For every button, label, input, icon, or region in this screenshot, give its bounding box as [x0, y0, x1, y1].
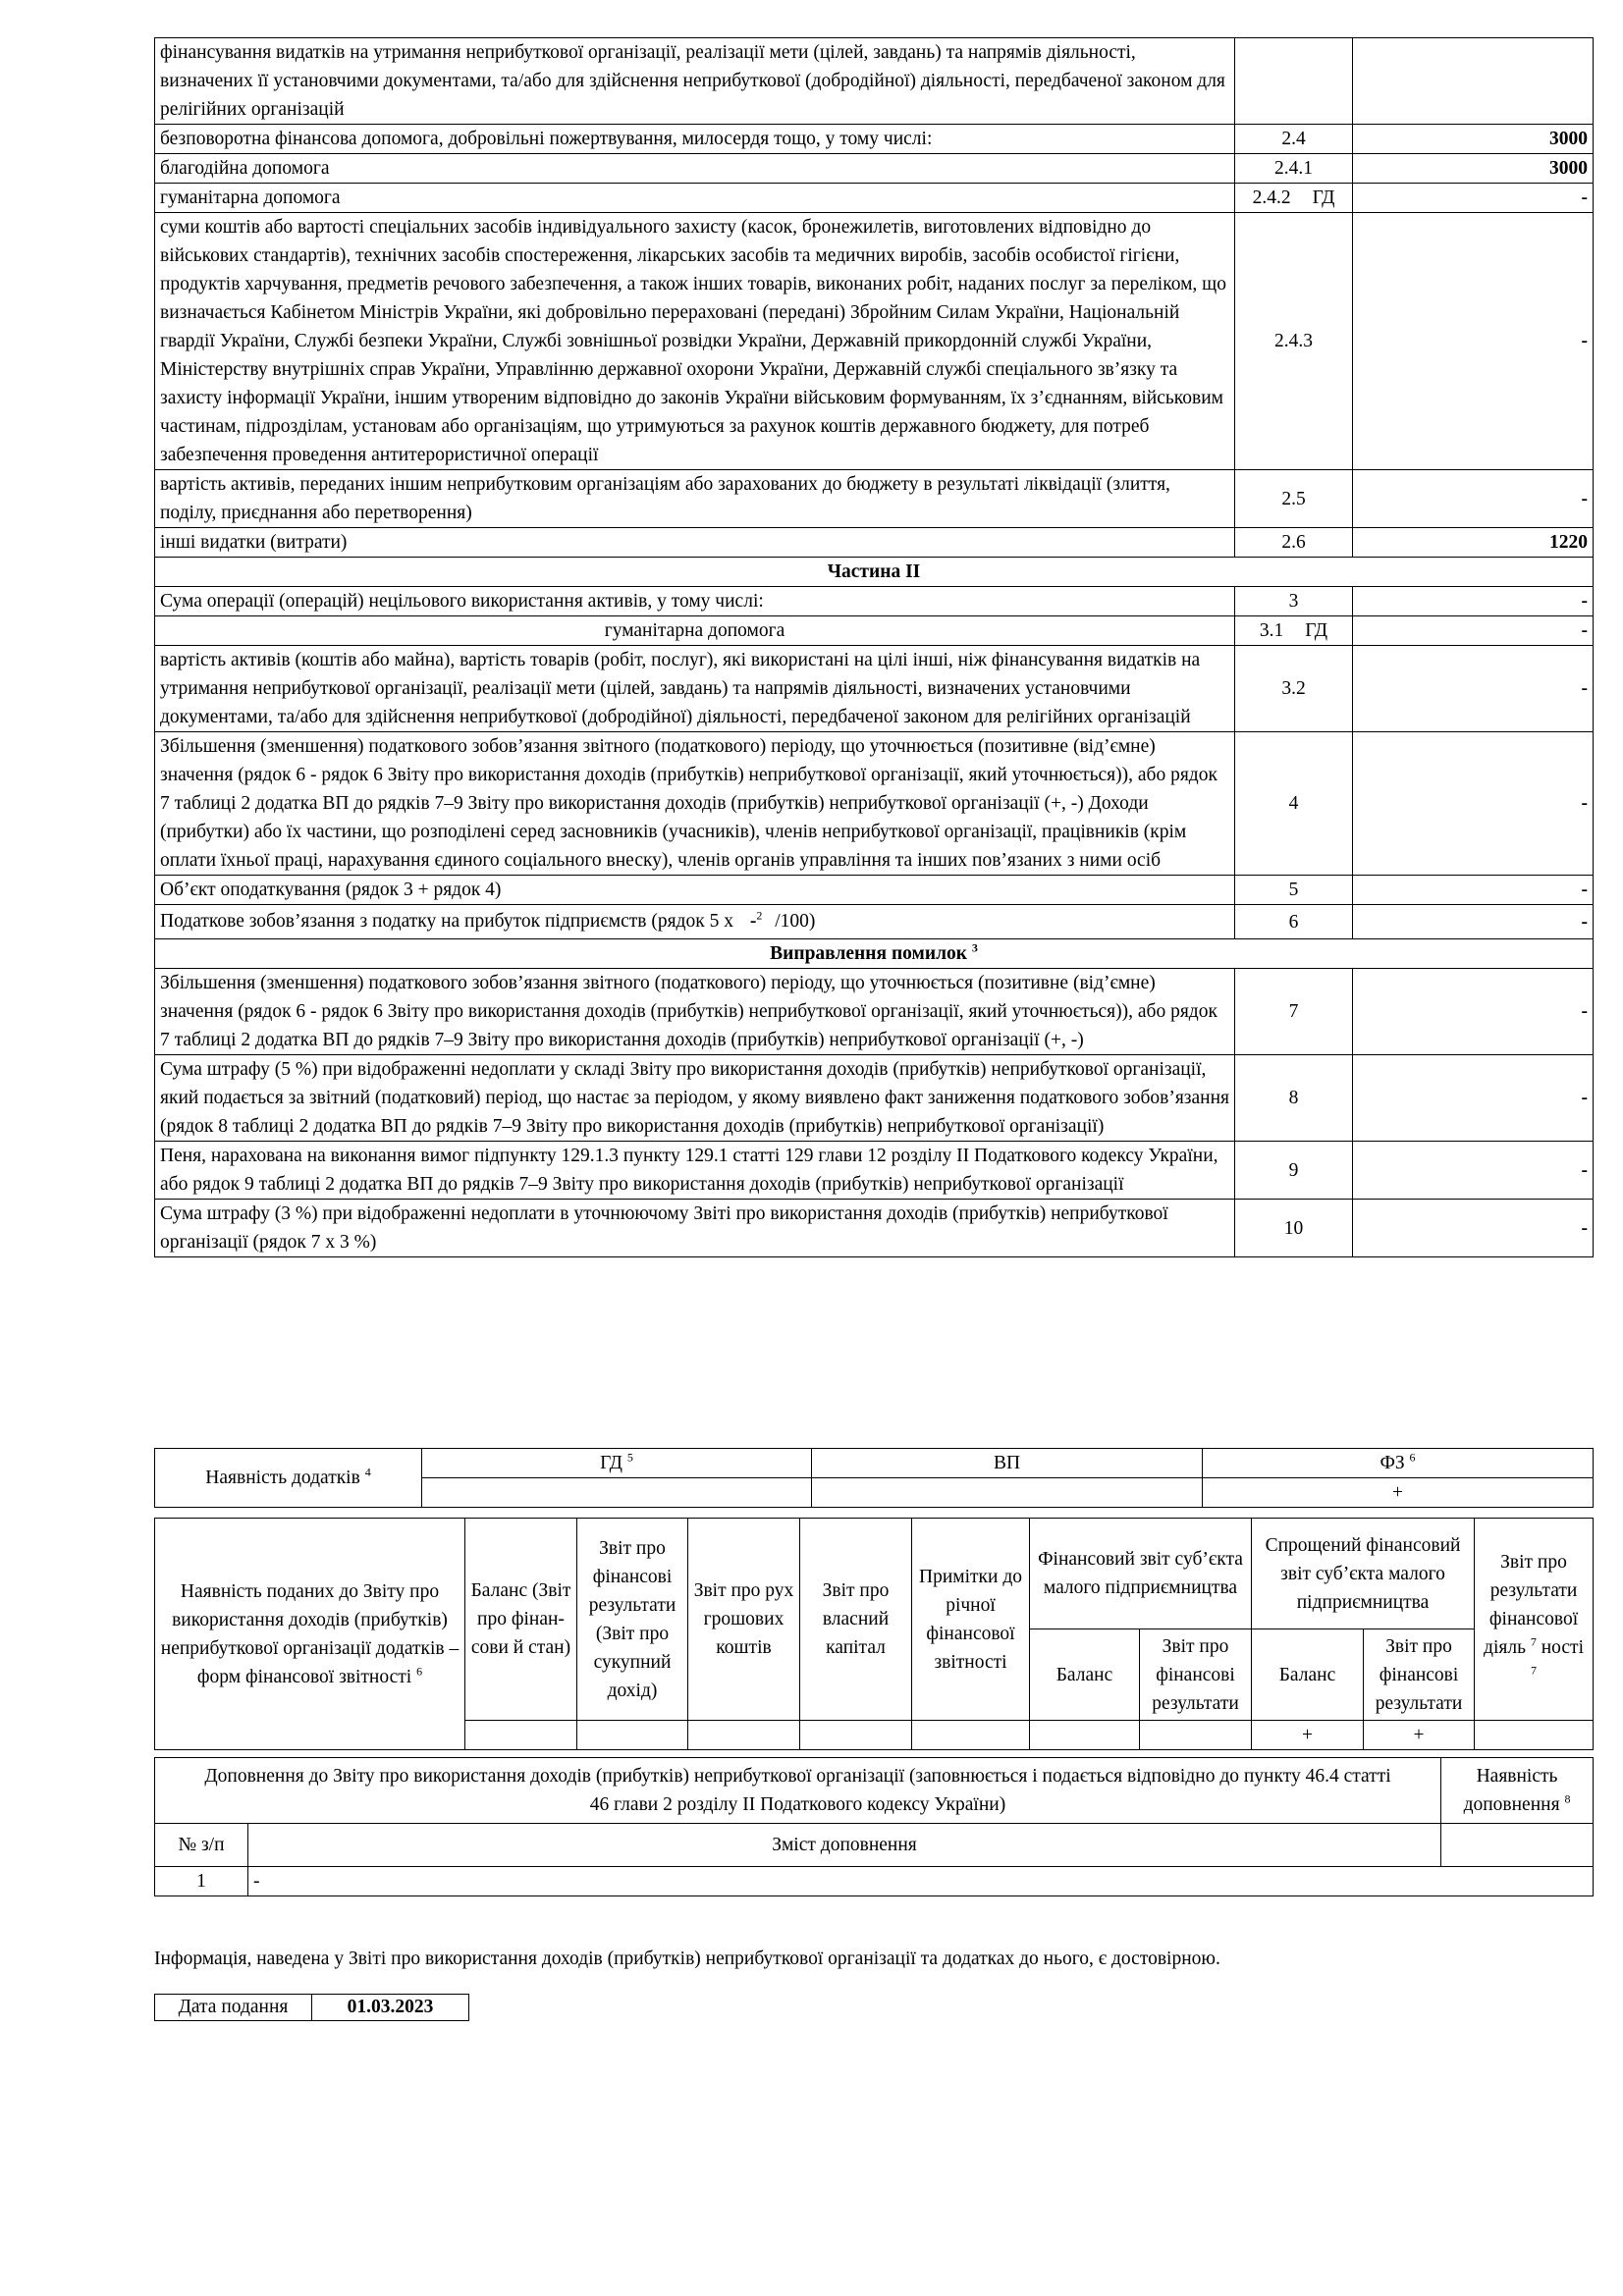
row-code: 6 — [1235, 905, 1353, 939]
small-business-group: Фінансовий звіт суб’єкта малого підприємництва — [1030, 1519, 1252, 1629]
value-cell — [1140, 1721, 1252, 1750]
row-text: Сума операції (операцій) нецільового використання активів, у тому числі: — [155, 587, 1235, 616]
row-code: 2.4 — [1235, 125, 1353, 154]
row-text: безповоротна фінансова допомога, добровільні пожертвування, милосердя тощо, у тому числі: — [155, 125, 1235, 154]
row-value — [1353, 38, 1594, 125]
row-text: благодійна допомога — [155, 154, 1235, 184]
footnote-mark: 6 — [416, 1664, 423, 1678]
row-value: - — [1353, 969, 1594, 1055]
table-row — [155, 905, 1594, 939]
row-value: - — [1353, 616, 1594, 646]
col-activity-results — [1475, 1519, 1594, 1721]
submission-date-value: 01.03.2023 — [312, 1995, 469, 2021]
attachments-table — [154, 1448, 1594, 1508]
attachment-name: ВП — [993, 1453, 1021, 1473]
footnote-mark: 3 — [971, 940, 978, 955]
table-row — [155, 213, 1594, 470]
row-value: - — [1353, 732, 1594, 876]
row-text: Сума штрафу (3 %) при відображенні недоплати в уточнюючому Звіті про використання доходів (прибутків) неприбуткової організації (рядок 7 х 3 %) — [155, 1200, 1235, 1257]
table-row — [155, 1867, 1594, 1896]
supplement-table — [154, 1757, 1594, 1896]
content-header: Зміст доповнення — [248, 1824, 1441, 1867]
attachments-label — [155, 1449, 422, 1508]
table-row — [155, 1995, 469, 2021]
attachment-value-vp — [812, 1478, 1203, 1508]
section-header-row — [155, 939, 1594, 969]
row-text: Збільшення (зменшення) податкового зобов’язання звітного (податкового) періоду, що уточнюється (позитивне (від’ємне) значення (рядок 6 - рядок 6 Звіту про використання доходів (прибутків) неприбуткової організації, який уточнюється)), або рядок 7 таблиці 2 додатка ВП до рядків 7–9 Звіту про використання доходів (прибутків) неприбуткової організації (+, -) — [155, 969, 1235, 1055]
row-text: Пеня, нарахована на виконання вимог підпункту 129.1.3 пункту 129.1 статті 129 глави 12 розділу II Податкового кодексу України, або рядок 9 таблиці 2 додатка ВП до рядків 7–9 Звіту про використання доходів (прибутків) неприбуткової організації — [155, 1142, 1235, 1200]
row-value: - — [1353, 184, 1594, 213]
table-row — [155, 470, 1594, 528]
table-row — [155, 587, 1594, 616]
row-code: 10 — [1235, 1200, 1353, 1257]
col-notes: Примітки до річної фінансової звітності — [912, 1519, 1030, 1721]
footnote-mark: 7 — [1531, 1663, 1538, 1678]
footnote-mark: 8 — [1564, 1791, 1571, 1806]
row-text: фінансування видатків на утримання неприбуткової організації, реалізації мети (цілей, завдань) та напрямів діяльності, визначених її установчими документами, та/або для здійснення неприбуткової (добродійної) діяльності, передбаченої законом для релігійних організацій — [155, 38, 1235, 125]
code-number: 3.1 — [1259, 620, 1284, 641]
row-value: 3000 — [1353, 154, 1594, 184]
table-row — [155, 1055, 1594, 1142]
attachment-name: ГД — [600, 1453, 622, 1473]
financial-label — [155, 1519, 465, 1750]
simple-results: Звіт про фінансові результати — [1364, 1629, 1475, 1721]
submission-date-table — [154, 1994, 469, 2021]
col-equity: Звіт про власний капітал — [800, 1519, 912, 1721]
table-row — [155, 876, 1594, 905]
footnote-mark: 7 — [1530, 1634, 1537, 1649]
table-row — [155, 528, 1594, 558]
row-value: - — [1353, 470, 1594, 528]
row-value: - — [1353, 1142, 1594, 1200]
table-row — [155, 1142, 1594, 1200]
row-text: інші видатки (витрати) — [155, 528, 1235, 558]
table-row — [155, 1449, 1594, 1478]
activity-text: Звіт про результати фінансової діяль — [1484, 1552, 1579, 1658]
value-cell: + — [1364, 1721, 1475, 1750]
row-code: 2.5 — [1235, 470, 1353, 528]
footnote-mark: 4 — [364, 1465, 371, 1479]
table-row — [155, 38, 1594, 125]
value-cell — [577, 1721, 688, 1750]
row-value: - — [1353, 646, 1594, 732]
row-value: - — [1353, 587, 1594, 616]
table-row — [155, 646, 1594, 732]
footnote-mark: 6 — [1409, 1450, 1416, 1465]
table-row — [155, 1519, 1594, 1629]
attachment-value-gd — [422, 1478, 812, 1508]
row-value: 3000 — [1353, 125, 1594, 154]
attachment-name: ФЗ — [1380, 1453, 1405, 1473]
table-row — [155, 154, 1594, 184]
num-header: № з/п — [155, 1824, 248, 1867]
section-title-part2: Частина ІІ — [155, 558, 1594, 587]
supplement-content: - — [248, 1867, 1594, 1896]
row-text: Об’єкт оподаткування (рядок 3 + рядок 4) — [155, 876, 1235, 905]
row-code: 2.4.3 — [1235, 213, 1353, 470]
value-cell: + — [1252, 1721, 1364, 1750]
small-results: Звіт про фінансові результати — [1140, 1629, 1252, 1721]
attachment-header-fz — [1203, 1449, 1594, 1478]
attachment-header-gd — [422, 1449, 812, 1478]
footnote-mark: 5 — [626, 1450, 633, 1465]
row-code: 2.4.1 — [1235, 154, 1353, 184]
row-text: Збільшення (зменшення) податкового зобов’язання звітного (податкового) періоду, що уточнюється (позитивне (від’ємне) значення (рядок 6 - рядок 6 Звіту про використання доходів (прибутків) неприбуткової організації, який уточнюється)), або рядок 7 таблиці 2 додатка ВП до рядків 7–9 Звіту про використання доходів (прибутків) неприбуткової організації (+, -) Доходи (прибутки) або їх частини, що розподілені серед засновників (учасників), членів неприбуткової організації, працівників (крім оплати їхньої праці, нарахування єдиного соціального внеску), членів органів управління та інших пов’язаних з ними осіб — [155, 732, 1235, 876]
table-row — [155, 616, 1594, 646]
row-text: Сума штрафу (5 %) при відображенні недоплати у складі Звіту про використання доходів (прибутків) неприбуткової організації, який подається за звітний (податковий) період, що настає за періодом, у якому виявлено факт заниження податкового зобов’язання (рядок 8 таблиці 2 додатка ВП до рядків 7–9 Звіту про використання доходів (прибутків) неприбуткової організації) — [155, 1055, 1235, 1142]
table-row — [155, 184, 1594, 213]
row-text: гуманітарна допомога — [155, 184, 1235, 213]
supplement-presence — [1441, 1758, 1594, 1824]
value-cell — [800, 1721, 912, 1750]
col-cash-flow: Звіт про рух грошових коштів — [688, 1519, 800, 1721]
attachments-label-text: Наявність додатків — [205, 1468, 360, 1488]
row-text: гуманітарна допомога — [155, 616, 1235, 646]
rate-dash: - — [749, 911, 757, 932]
row-value: - — [1353, 876, 1594, 905]
row-code: 4 — [1235, 732, 1353, 876]
footnote-mark: 2 — [756, 908, 763, 923]
presence-label-text: Наявність доповнення — [1463, 1766, 1560, 1815]
attachment-value-fz: + — [1203, 1478, 1594, 1508]
supplement-title: Доповнення до Звіту про використання доходів (прибутків) неприбуткової організації (заповнюється і подається відповідно до пункту 46.4 статті 46 глави 2 розділу II Податкового кодексу України) — [155, 1758, 1441, 1824]
submission-date-label: Дата подання — [155, 1995, 312, 2021]
table-row — [155, 1824, 1594, 1867]
row-code — [1235, 184, 1353, 213]
financial-statements-table — [154, 1518, 1594, 1750]
financial-label-text: Наявність поданих до Звіту про використання доходів (прибутків) неприбуткової організації додатків – форм фінансової звітності — [160, 1580, 460, 1687]
row-value: - — [1353, 1200, 1594, 1257]
row-value: - — [1353, 905, 1594, 939]
value-cell — [688, 1721, 800, 1750]
table-row — [155, 125, 1594, 154]
row-code: 3.2 — [1235, 646, 1353, 732]
attachment-header-vp — [812, 1449, 1203, 1478]
table-row — [155, 732, 1594, 876]
row-code: 3 — [1235, 587, 1353, 616]
corrections-title-text: Виправлення помилок — [770, 943, 968, 964]
col-balance: Баланс (Звіт про фінан-сови й стан) — [465, 1519, 577, 1721]
code-number: 2.4.2 — [1252, 187, 1291, 208]
row-value: 1220 — [1353, 528, 1594, 558]
simple-balance: Баланс — [1252, 1629, 1364, 1721]
row-text: вартість активів, переданих іншим неприбутковим організаціям або зарахованих до бюджету в результаті ліквідації (злиття, поділу, приєднання або перетворення) — [155, 470, 1235, 528]
row-code — [1235, 38, 1353, 125]
value-cell — [912, 1721, 1030, 1750]
section-header-row — [155, 558, 1594, 587]
row-code: 9 — [1235, 1142, 1353, 1200]
value-cell — [1030, 1721, 1140, 1750]
small-balance: Баланс — [1030, 1629, 1140, 1721]
certification-text: Інформація, наведена у Звіті про використання доходів (прибутків) неприбуткової організації та додатках до нього, є достовірною. — [154, 1949, 1220, 1969]
value-cell — [1475, 1721, 1594, 1750]
activity-text-tail: ності — [1541, 1637, 1584, 1658]
table-row — [155, 969, 1594, 1055]
row-text: суми коштів або вартості спеціальних засобів індивідуального захисту (касок, бронежилетів, виготовлених відповідно до військових стандартів), технічних засобів спостереження, лікарських засобів та медичних виробів, засобів особистої гігієни, продуктів харчування, предметів речового забезпечення, а також інших товарів, виконаних робіт, наданих послуг за переліком, що визначається Кабінетом Міністрів України, які добровільно перераховані (передані) Збройним Силам України, Національній гвардії України, Службі безпеки України, Службі зовнішньої розвідки України, Державній прикордонній службі України, Міністерству внутрішніх справ України, Управлінню державної охорони України, Державній службі спеціального зв’язку та захисту інформації України, іншим утвореним відповідно до законів України військовим формуванням, їх з’єднанням, військовим частинам, підрозділам, установам або організаціям, що утримуються за рахунок коштів державного бюджету, для потреб забезпечення проведення антитерористичної операції — [155, 213, 1235, 470]
row-code — [1235, 616, 1353, 646]
empty-cell — [1441, 1824, 1594, 1867]
row-code: 2.6 — [1235, 528, 1353, 558]
code-suffix: ГД — [1312, 187, 1335, 208]
row-text-main: Податкове зобов’язання з податку на прибуток підприємств (рядок 5 х — [160, 911, 733, 932]
row-text — [155, 905, 1235, 939]
row-code: 5 — [1235, 876, 1353, 905]
row-value: - — [1353, 1055, 1594, 1142]
value-cell — [465, 1721, 577, 1750]
row-code: 8 — [1235, 1055, 1353, 1142]
section-title-corrections — [155, 939, 1594, 969]
supplement-num: 1 — [155, 1867, 248, 1896]
table-row — [155, 1758, 1594, 1824]
row-text: вартість активів (коштів або майна), вартість товарів (робіт, послуг), які використані на цілі інші, ніж фінансування видатків на утримання неприбуткової організації, реалізації мети (цілей, завдань) та напрямів діяльності, визначених установчими документами, та/або для здійснення неприбуткової (добродійної) діяльності, передбаченої законом для релігійних організацій — [155, 646, 1235, 732]
row-text-tail: /100) — [775, 911, 816, 932]
row-value: - — [1353, 213, 1594, 470]
table-row — [155, 1200, 1594, 1257]
col-fin-results: Звіт про фінансові результати (Звіт про сукупний дохід) — [577, 1519, 688, 1721]
report-table — [154, 37, 1594, 1257]
simplified-group: Спрощений фінансовий звіт суб’єкта малого підприємництва — [1252, 1519, 1475, 1629]
row-code: 7 — [1235, 969, 1353, 1055]
code-suffix: ГД — [1305, 620, 1328, 641]
